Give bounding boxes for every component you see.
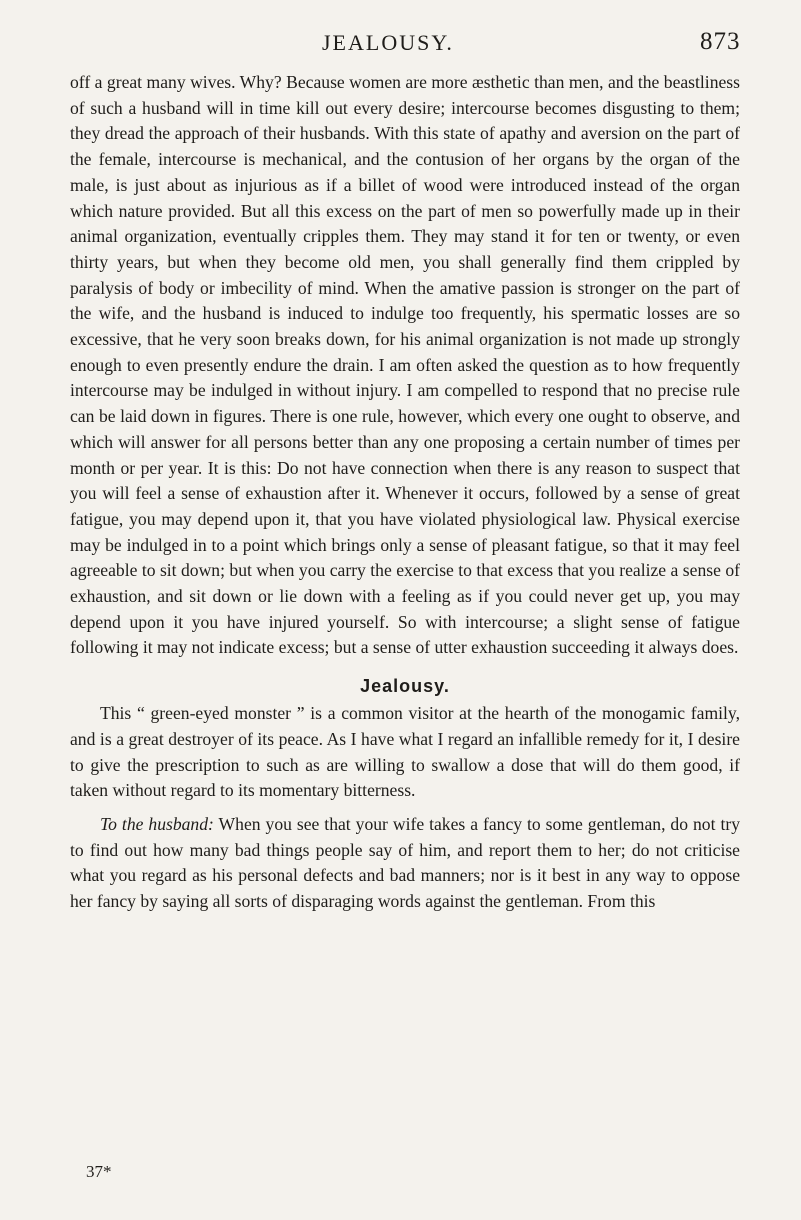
- body-text: [70, 70, 740, 915]
- paragraph-continuation: off a great many wives. Why? Because women are more æsthetic than men, and the beastliness of such a husband will in time kill out every desire; intercourse becomes disgusting to them; they dread the approach of their husbands. With this state of apathy and aversion on the part of the female, intercourse is mechanical, and the contusion of her organs by the organ of the male, is just about as injurious as if a billet of wood were introduced instead of the organ which nature provided. But all this excess on the part of men so powerfully made up in their animal organization, eventually cripples them. They may stand it for ten or twenty, or even thirty years, but when they become old men, you shall generally find them crippled by paralysis of body or imbecility of mind. When the amative passion is stronger on the part of the wife, and the husband is induced to indulge too frequently, his spermatic losses are so excessive, that he very soon breaks down, for his animal organization is not made up strongly enough to even presently endure the drain. I am often asked the question as to how frequently intercourse may be indulged in without injury. I am compelled to respond that no precise rule can be laid down in figures. There is one rule, however, which every one ought to observe, and which will answer for all persons better than any one proposing a certain number of times per month or per year. It is this: Do not have connection when there is any reason to suspect that you will feel a sense of exhaustion after it. Whenever it occurs, followed by a sense of great fatigue, you may depend upon it, that you have violated physiological law. Physical exercise may be indulged in to a point which brings only a sense of pleasant fatigue, so that it may feel agreeable to sit down; but when you carry the exercise to that excess that you realize a sense of exhaustion, and sit down or lie down with a feeling as if you could never get up, you may depend upon it you have injured yourself. So with intercourse; a slight sense of fatigue following it may not indicate excess; but a sense of utter exhaustion succeeding it always does.: [70, 72, 740, 658]
- page-number: 873: [700, 28, 741, 55]
- paragraph-lead-label: To the husband:: [100, 813, 214, 834]
- paragraph-husband-text: When you see that your wife takes a fancy to some gentleman, do not try to find out how many bad things people say of him, and report them to her; do not criticise what you regard as his personal defects and bad manners; nor is it best in any way to oppose her fancy by saying all sorts of disparaging words against the gentleman. From this: [70, 813, 740, 912]
- signature-mark: 37*: [86, 1162, 112, 1181]
- paragraph-intro: This “ green-eyed monster ” is a common visitor at the hearth of the monogamic family, and is a great destroyer of its peace. As I have what I regard an infallible remedy for it, I desire to give the prescription to such as are willing to swallow a dose that will do them good, if taken without regard to its momentary bitterness.: [70, 703, 740, 801]
- section-heading: Jealousy.: [360, 676, 450, 697]
- running-title: JEALOUSY.: [322, 30, 454, 55]
- paragraph-husband: [70, 812, 740, 915]
- running-head: [0, 24, 801, 58]
